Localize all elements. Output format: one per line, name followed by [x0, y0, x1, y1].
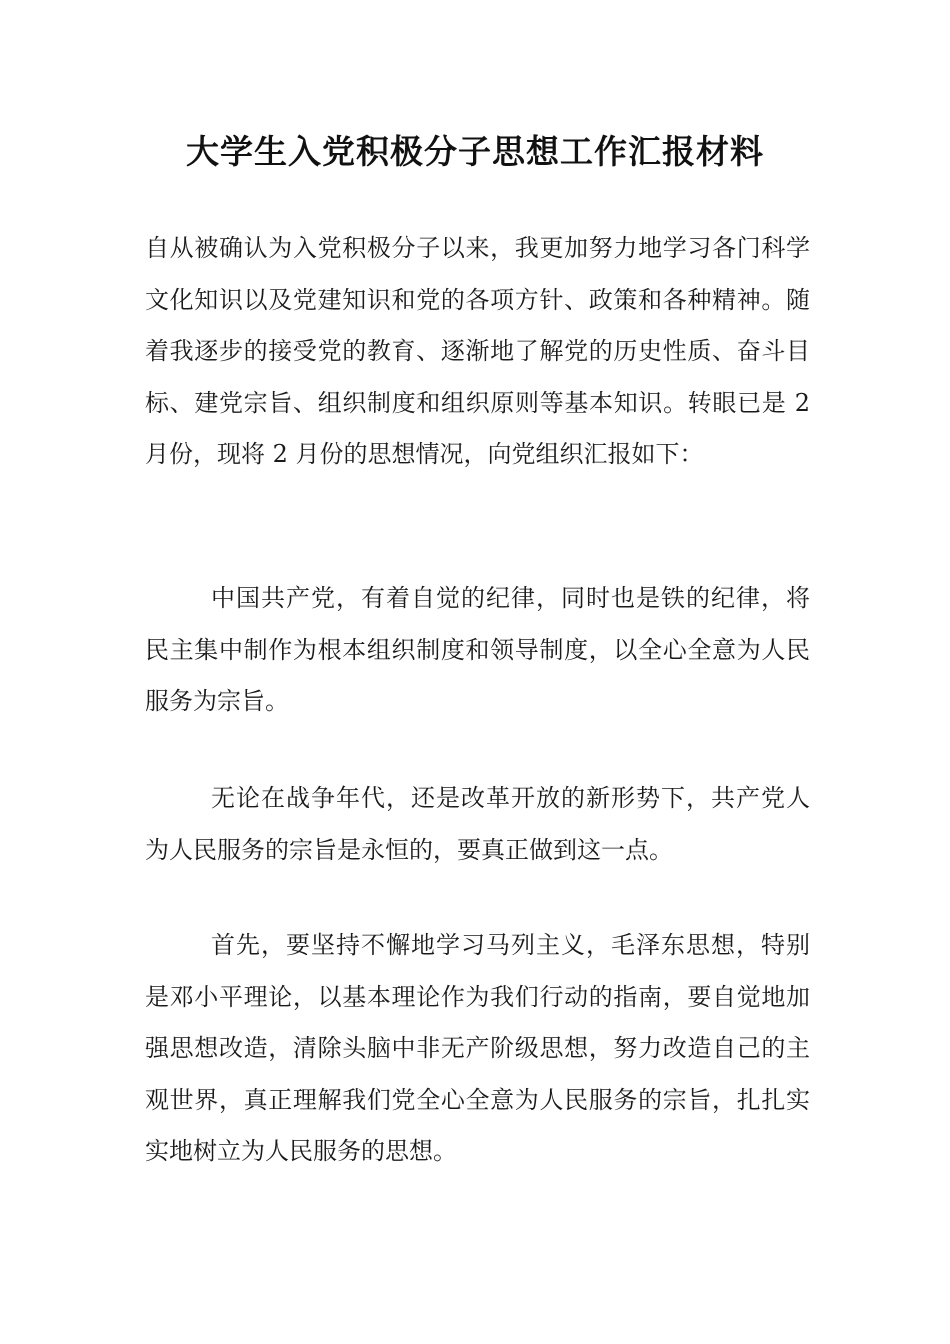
paragraph-intro: 自从被确认为入党积极分子以来，我更加努力地学习各门科学文化知识以及党建知识和党的各项方针、政策和各种精神。随着我逐步的接受党的教育、逐渐地了解党的历史性质、奋斗目标、建党宗旨、组织制度和组织原则等基本知识。转眼已是 2 月份，现将 2 月份的思想情况，向党组织汇报如下：	[145, 234, 810, 468]
paragraph-serve-people: 无论在战争年代，还是改革开放的新形势下，共产党人为人民服务的宗旨是永恒的，要真正做到这一点。	[145, 784, 810, 864]
document-title: 大学生入党积极分子思想工作汇报材料	[186, 132, 764, 171]
paragraph-study-theory: 首先，要坚持不懈地学习马列主义，毛泽东思想，特别是邓小平理论，以基本理论作为我们行动的指南，要自觉地加强思想改造，清除头脑中非无产阶级思想，努力改造自己的主观世界，真正理解我们党全心全意为人民服务的宗旨，扎扎实实地树立为人民服务的思想。	[145, 931, 810, 1165]
paragraph-party-discipline: 中国共产党，有着自觉的纪律，同时也是铁的纪律，将民主集中制作为根本组织制度和领导制度，以全心全意为人民服务为宗旨。	[145, 584, 810, 715]
